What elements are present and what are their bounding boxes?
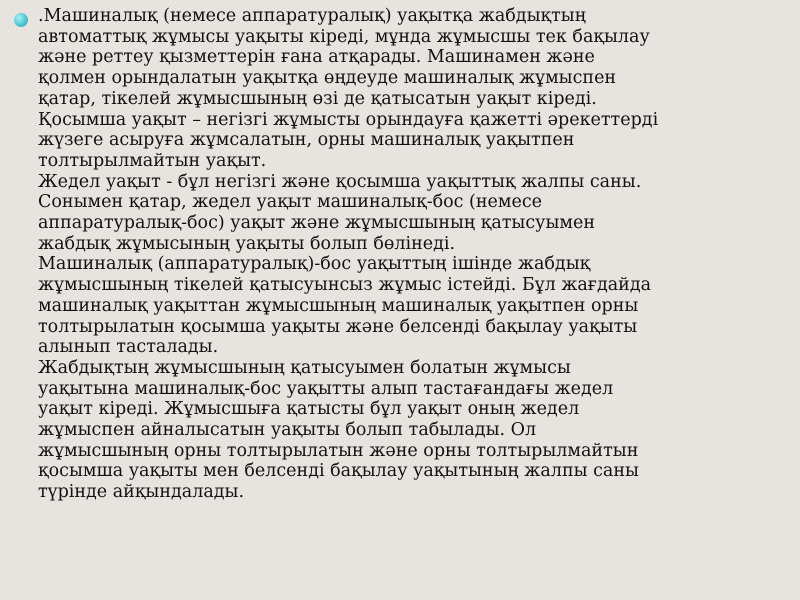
bullet-icon bbox=[14, 13, 28, 27]
text-line: жабдық жұмысының уақыты болып бөлінеді. bbox=[38, 233, 456, 254]
text-line: .Машиналық (немесе аппаратуралық) уақытқа жабдықтың bbox=[38, 6, 586, 26]
text-line: жұмысшының тікелей қатысуынсыз жұмыс істейді. Бұл жағдайда bbox=[38, 275, 652, 296]
text-line: Жедел уақыт - бұл негізгі және қосымша уақыттық жалпы саны. bbox=[38, 171, 642, 192]
text-line: толтырылатын қосымша уақыты және белсенді бақылау уақыты bbox=[38, 316, 638, 337]
text-line: қолмен орындалатын уақытқа өңдеуде машиналық жұмыспен bbox=[38, 68, 617, 89]
text-line: толтырылмайтын уақыт. bbox=[38, 150, 267, 171]
text-line: жүзеге асыруға жұмсалатын, орны машиналық уақытпен bbox=[38, 130, 575, 151]
text-line: уақыт кіреді. Жұмысшыға қатысты бұл уақыт оның жедел bbox=[38, 399, 580, 420]
text-line: Жабдықтың жұмысшының қатысуымен болатын жұмысы bbox=[38, 357, 571, 378]
text-line: түрінде айқындалады. bbox=[38, 482, 245, 503]
text-line: және реттеу қызметтерін ғана атқарады. Машинамен және bbox=[38, 47, 595, 68]
text-line: жұмысшының орны толтырылатын және орны толтырылмайтын bbox=[38, 440, 639, 461]
text-block bbox=[14, 6, 794, 503]
paragraph bbox=[38, 6, 794, 503]
text-line: аппаратуралық-бос) уақыт және жұмысшының қатысуымен bbox=[38, 213, 596, 234]
text-line: Машиналық (аппаратуралық)-бос уақыттың ішінде жабдық bbox=[38, 254, 591, 275]
text-line: машиналық уақыттан жұмысшының машиналық уақытпен орны bbox=[38, 295, 639, 316]
text-line: Қосымша уақыт – негізгі жұмысты орындауға қажетті әрекеттерді bbox=[38, 109, 659, 130]
text-line: автоматтық жұмысы уақыты кіреді, мұнда жұмысшы тек бақылау bbox=[38, 26, 650, 47]
text-line: жұмыспен айналысатын уақыты болып табылады. Ол bbox=[38, 420, 537, 441]
text-line: қатар, тікелей жұмысшының өзі де қатысатын уақыт кіреді. bbox=[38, 88, 597, 109]
text-line: уақытына машиналық-бос уақытты алып тастағандағы жедел bbox=[38, 378, 614, 399]
text-line: қосымша уақыты мен белсенді бақылау уақытының жалпы саны bbox=[38, 461, 639, 482]
text-line: алынып тасталады. bbox=[38, 337, 219, 358]
text-line: Сонымен қатар, жедел уақыт машиналық-бос (немесе bbox=[38, 192, 543, 213]
